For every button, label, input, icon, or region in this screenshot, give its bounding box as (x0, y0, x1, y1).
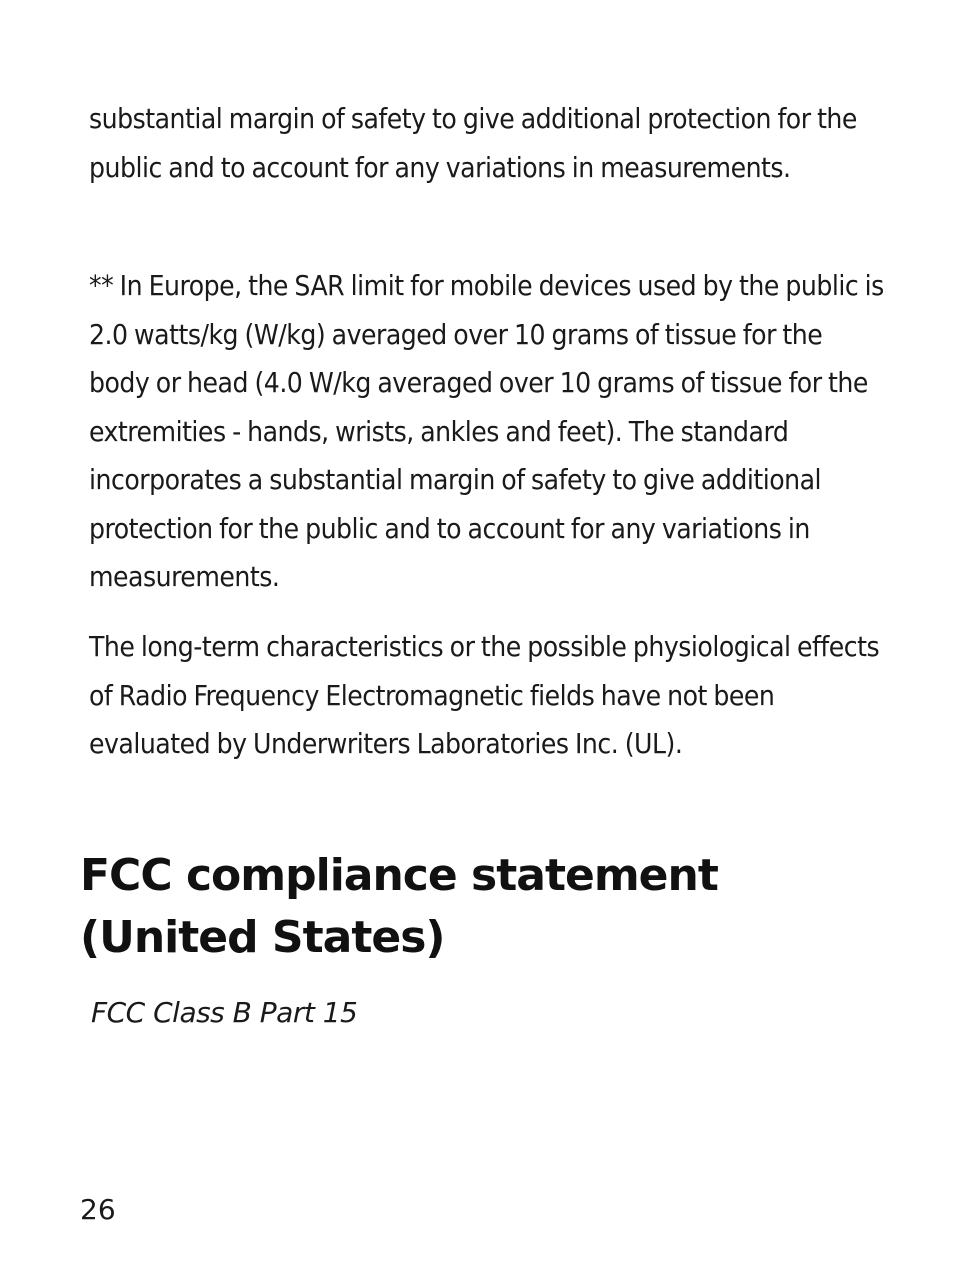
page-number: 26 (80, 1193, 116, 1226)
paragraph-safety-margin: substantial margin of safety to give additional protection for the public and to account for any variations in measurements. (89, 102, 857, 184)
section-heading: FCC compliance statement (United States) (80, 850, 718, 963)
section-subheading: FCC Class B Part 15 (91, 996, 358, 1029)
paragraph-long-term-effects: The long-term characteristics or the possible physiological effects of Radio Frequency Electromagnetic fields have not been evaluated by Underwriters Laboratories Inc. (UL). (89, 630, 880, 760)
paragraph-europe-sar-limit: ** In Europe, the SAR limit for mobile devices used by the public is 2.0 watts/kg (W/kg) averaged over 10 grams of tissue for the body or head (4.0 W/kg averaged over 10 grams of tissue for the extremities - hands, wrists, ankles and feet). The standard incorporates a substantial margin of safety to give additional protection for the public and to account for any variations in measurements. (89, 269, 884, 593)
